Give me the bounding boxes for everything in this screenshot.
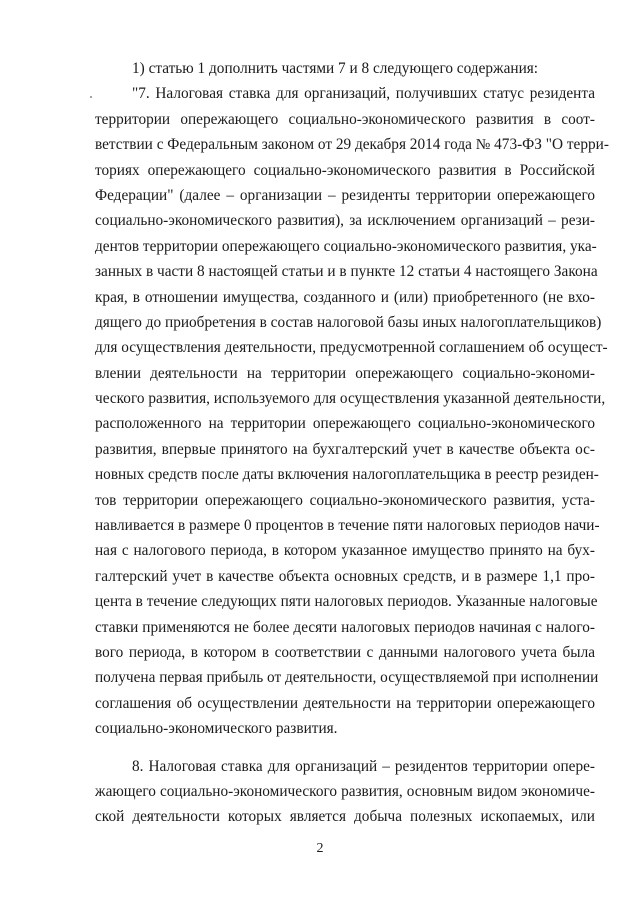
text-line: 8. Налоговая ставка для организаций – резидентов территории опере-	[132, 757, 595, 775]
text-line: края, в отношении имущества, созданного и (или) приобретенного (не вхо-	[95, 288, 595, 306]
text-line: получена первая прибыль от деятельности, осуществляемой при исполнении	[95, 669, 599, 687]
text-line: ная с налогового периода, в котором указанное имущество принято на бух-	[95, 542, 595, 560]
text-line: ториях опережающего социально-экономического развития в Российской	[95, 161, 595, 179]
scan-speck	[90, 96, 92, 98]
text-line: расположенного на территории опережающего социально-экономического	[95, 415, 595, 433]
text-line: навливается в размере 0 процентов в течение пяти налоговых периодов начи-	[95, 517, 600, 535]
text-line: Федерации" (далее – организации – резиденты территории опережающего	[95, 186, 595, 204]
text-line: развития, впервые принятого на бухгалтерский учет в качестве объекта ос-	[95, 440, 595, 458]
text-line: новных средств после даты включения налогоплательщика в реестр резиден-	[95, 466, 599, 484]
text-line: "7. Налоговая ставка для организаций, получивших статус резидента	[132, 85, 595, 103]
text-line: территории опережающего социально-экономического развития в соот-	[95, 110, 595, 128]
text-line: социально-экономического развития.	[95, 720, 338, 738]
page-number: 2	[316, 841, 324, 856]
paragraph-intro	[95, 56, 595, 81]
text-line: дящего до приобретения в состав налоговой базы иных налогоплательщиков)	[95, 313, 602, 331]
text-line: дентов территории опережающего социально-экономического развития, ука-	[95, 237, 597, 255]
text-line: ставки применяются не более десяти налоговых периодов начиная с налого-	[95, 618, 595, 636]
text-line: соглашения об осуществлении деятельности на территории опережающего	[95, 694, 595, 712]
paragraph-part-8	[95, 754, 595, 830]
paragraph-spacer	[95, 742, 595, 754]
text-line: ческого развития, используемого для осуществления указанной деятельности,	[95, 390, 606, 408]
text-line: галтерский учет в качестве объекта основных средств, и в размере 1,1 про-	[95, 567, 595, 585]
text-line: тов территории опережающего социально-экономического развития, уста-	[95, 491, 595, 509]
text-line: цента в течение следующих пяти налоговых периодов. Указанные налоговые	[95, 593, 598, 611]
paragraph-part-7	[95, 81, 609, 741]
text-line: занных в части 8 настоящей статьи и в пункте 12 статьи 4 настоящего Закона	[95, 263, 598, 281]
text-line: влении деятельности на территории опережающего социально-экономи-	[95, 364, 595, 382]
document-body	[95, 56, 609, 830]
text-line: ветствии с Федеральным законом от 29 декабря 2014 года № 473-ФЗ "О терри-	[95, 136, 609, 154]
text-line: социально-экономического развития), за исключением организаций – рези-	[95, 212, 595, 230]
text-line: для осуществления деятельности, предусмотренной соглашением об осущест-	[95, 339, 608, 357]
text-line: 1) статью 1 дополнить частями 7 и 8 следующего содержания:	[132, 60, 539, 77]
text-line: вого периода, в котором в соответствии с данными налогового учета была	[95, 643, 595, 661]
text-line: ской деятельности которых является добыча полезных ископаемых, или	[95, 808, 595, 826]
text-line: жающего социально-экономического развития, основным видом экономиче-	[95, 782, 595, 800]
